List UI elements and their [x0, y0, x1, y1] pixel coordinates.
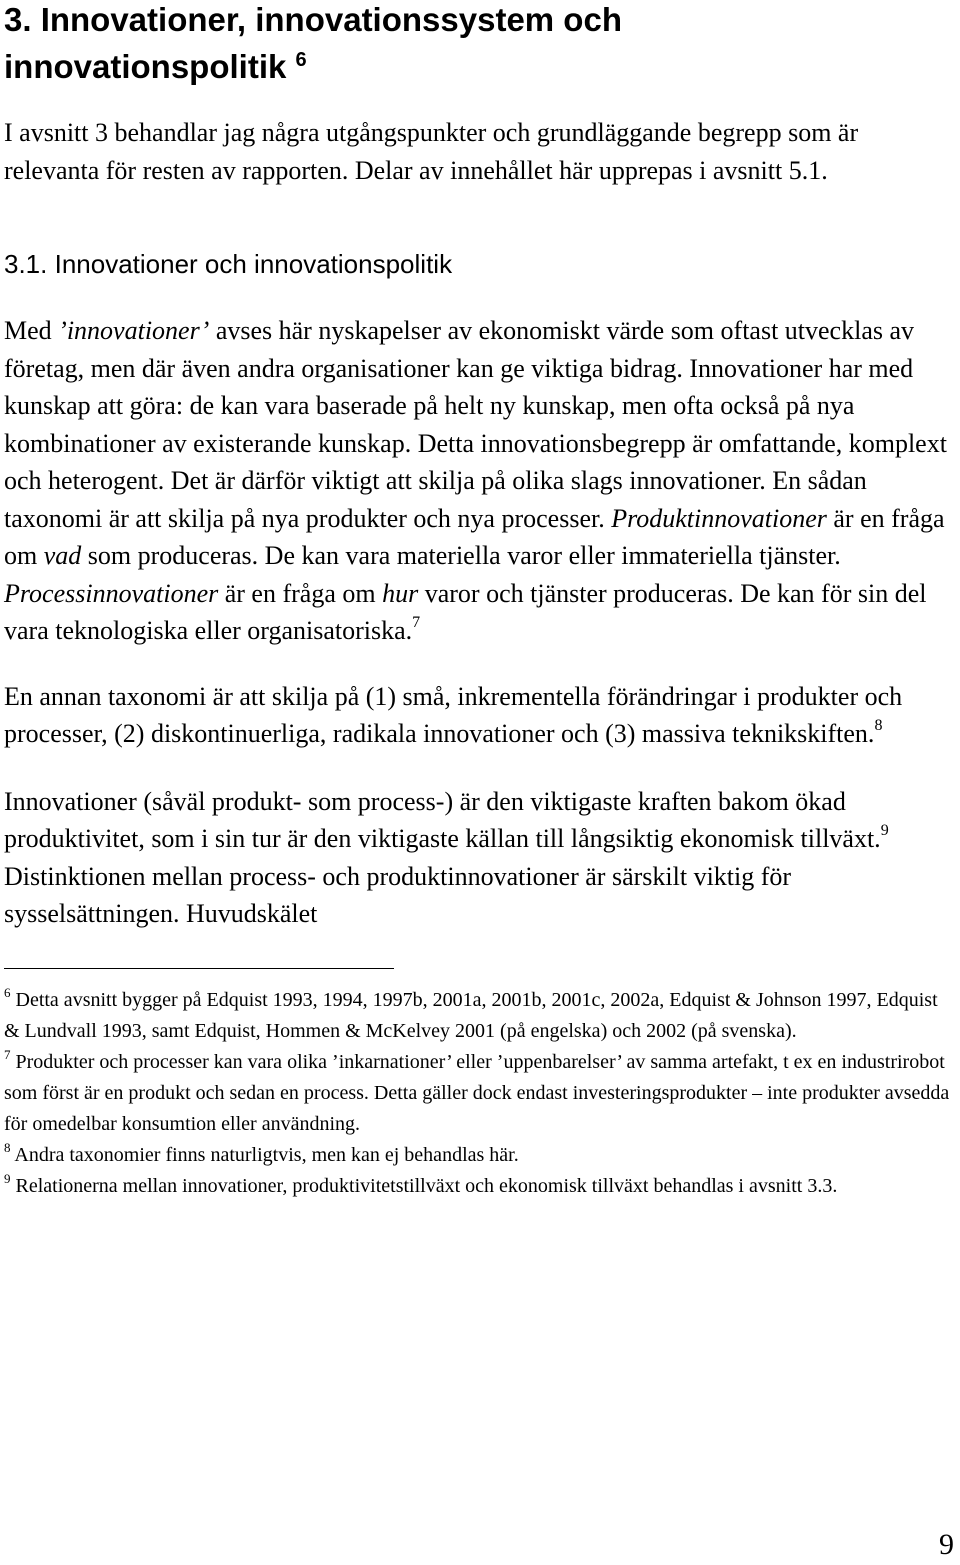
text-run: Distinktionen mellan process- och produktinnovationer är särskilt viktig för sysselsättningen. Huvudskälet: [4, 861, 792, 928]
document-page: [4, 0, 950, 1202]
footnote-ref[interactable]: 9: [880, 822, 889, 839]
text-run: avses här nyskapelser av ekonomiskt värde som oftast utvecklas av företag, men där även andra organisationer kan ge viktiga bidrag. Innovationer har med kunskap att göra: de kan vara baserade på helt ny kunskap, men ofta också på nya kombinationer av existerande kunskap. Detta innovationsbegrepp är omfattande, komplext och heterogent. Det är därför viktigt att skilja på olika slags innovationer. En sådan taxonomi är att skilja på nya produkter och nya processer.: [4, 316, 947, 533]
chapter-heading-line2: innovationspolitik: [4, 48, 287, 85]
footnote-separator: [4, 968, 394, 969]
chapter-heading-line1: 3. Innovationer, innovationssystem och: [4, 1, 622, 38]
footnote: [4, 1140, 950, 1171]
intro-paragraph: I avsnitt 3 behandlar jag några utgångspunkter och grundläggande begrepp som är relevanta för resten av rapporten. Delar av innehållet här upprepas i avsnitt 5.1.: [4, 118, 859, 185]
text-run: som produceras. De kan vara materiella varor eller immateriella tjänster.: [81, 541, 841, 570]
chapter-heading: [4, 0, 950, 87]
footnotes: [4, 985, 950, 1202]
footnote-number: 6: [4, 984, 11, 1000]
text-run: är en fråga om: [4, 503, 945, 570]
section-heading: 3.1. Innovationer och innovationspolitik: [4, 249, 453, 279]
footnote: [4, 1171, 950, 1202]
paragraph-innovations-definition: [4, 312, 950, 650]
paragraph-productivity: [4, 783, 950, 933]
text-run: Innovationer (såväl produkt- som process-) är den viktigaste kraften bakom ökad produktivitet, som i sin tur är den viktigaste källan till långsiktig ekonomisk tillväxt.: [4, 786, 881, 853]
footnote-ref[interactable]: 8: [874, 717, 883, 734]
emphasis: hur: [382, 578, 419, 608]
page-number: 9: [939, 1528, 954, 1561]
text-run: är en fråga om: [218, 578, 383, 608]
text-run: En annan taxonomi är att skilja på (1) små, inkrementella förändringar i produkter och processer, (2) diskontinuerliga, radikala innovationer och (3) massiva teknikskiften.: [4, 681, 903, 748]
footnote-text: Detta avsnitt bygger på Edquist 1993, 1994, 1997b, 2001a, 2001b, 2001c, 2002a, Edquist & Johnson 1997, Edquist & Lundvall 1993, samt Edquist, Hommen & McKelvey 2001 (på engelska) och 2002 (på svenska).: [4, 988, 938, 1042]
footnote-text: Andra taxonomier finns naturligtvis, men kan ej behandlas här.: [10, 1143, 519, 1166]
footnote: [4, 985, 950, 1047]
emphasis: vad: [43, 541, 82, 570]
footnote-number: 7: [4, 1046, 11, 1062]
footnote-ref[interactable]: 6: [295, 49, 307, 71]
emphasis: Processinnovationer: [4, 578, 219, 608]
paragraph-taxonomy: [4, 678, 950, 753]
footnote-number: 9: [4, 1170, 11, 1186]
text-run: varor och tjänster produceras. De kan för sin del vara teknologiska eller organisatoriska.: [4, 578, 927, 645]
emphasis: ’innovationer’: [58, 316, 210, 345]
footnote-number: 8: [4, 1139, 11, 1155]
footnote-ref[interactable]: 7: [412, 614, 421, 631]
footnote: [4, 1047, 950, 1140]
footnote-text: Relationerna mellan innovationer, produktivitetstillväxt och ekonomisk tillväxt behandlas i avsnitt 3.3.: [10, 1174, 838, 1197]
text-run: Med: [4, 316, 59, 345]
footnote-text: Produkter och processer kan vara olika ’inkarnationer’ eller ’uppenbarelser’ av samma artefakt, t ex en industrirobot som först är en produkt och sedan en process. Detta gäller dock endast investeringsprodukter – inte produkter avsedda för omedelbar konsumtion eller användning.: [4, 1050, 950, 1135]
emphasis: Produktinnovationer: [611, 503, 827, 533]
